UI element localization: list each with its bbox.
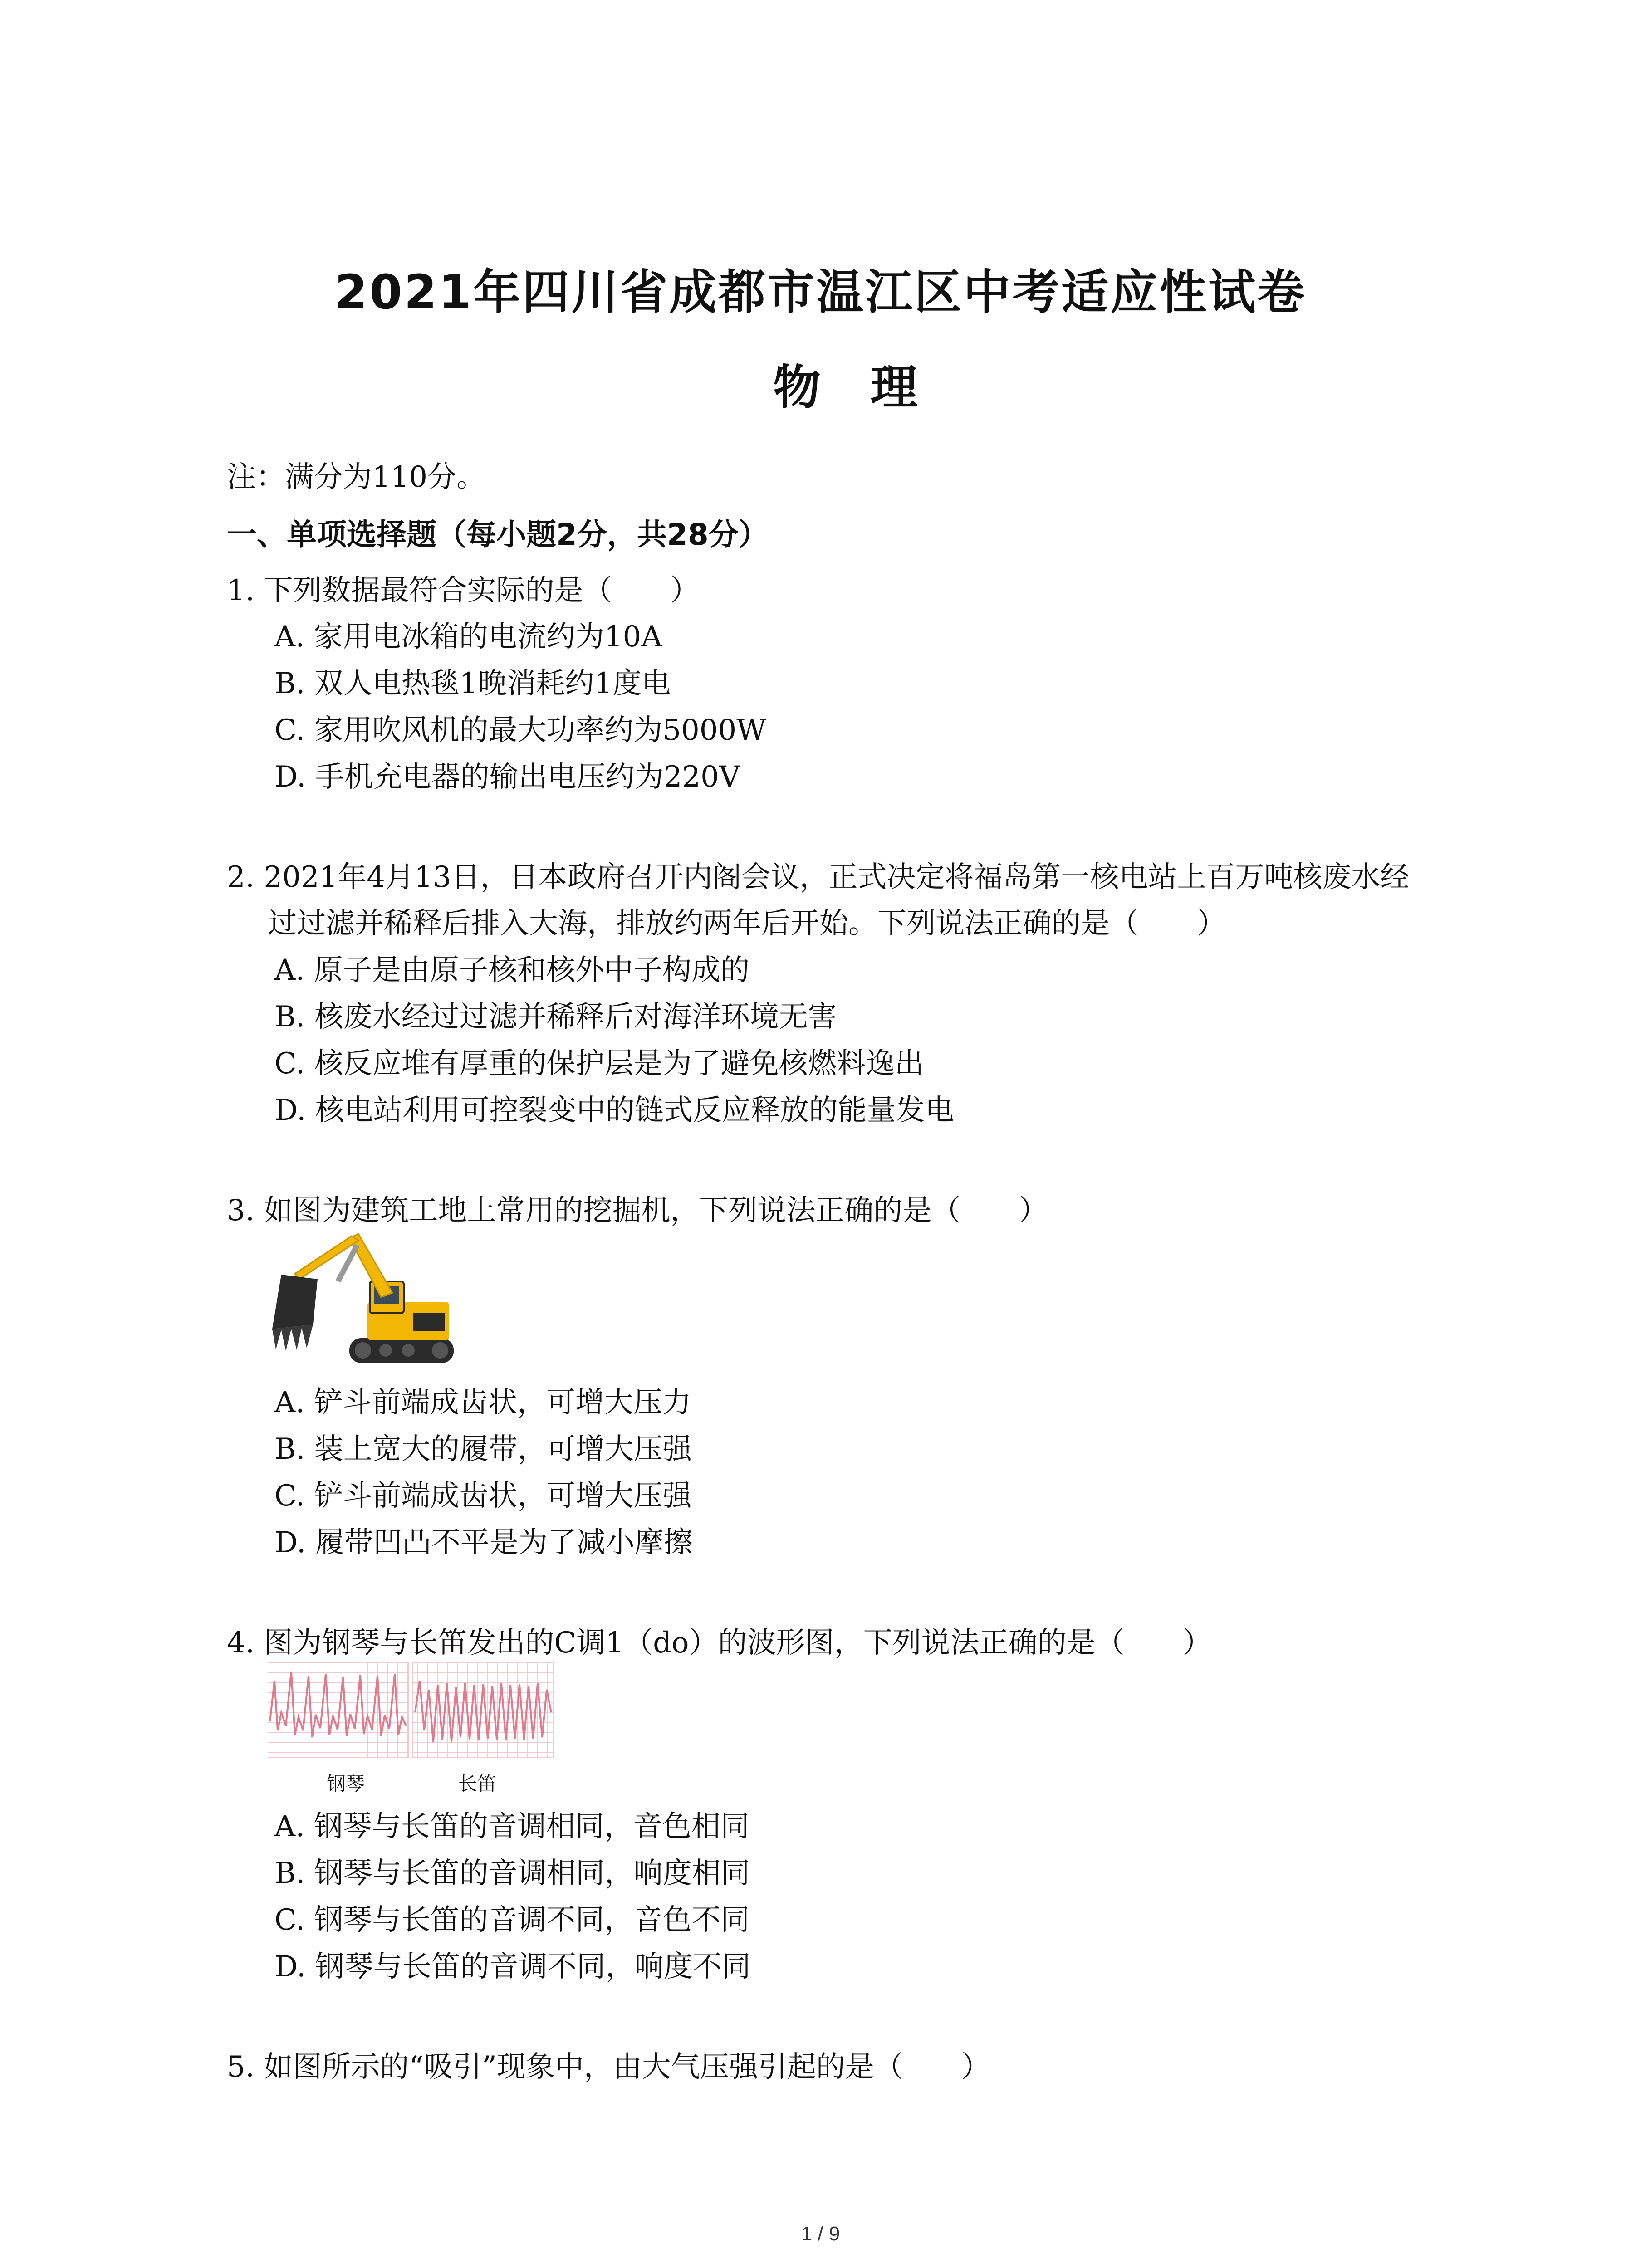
question-3-option-d: D. 履带凹凸不平是为了减小摩擦 [274,1526,693,1559]
question-1-option-d: D. 手机充电器的输出电压约为220V [274,760,740,794]
question-2-option-b: B. 核废水经过过滤并稀释后对海洋环境无害 [274,1000,837,1034]
score-note: 注：满分为110分。 [227,460,486,494]
question-3-option-a: A. 铲斗前端成齿状，可增大压力 [274,1386,691,1419]
question-3-option-b: B. 装上宽大的履带，可增大压强 [274,1432,692,1466]
excavator-image [263,1225,458,1374]
waveform-figure [268,1662,558,1762]
question-3-option-c: C. 铲斗前端成齿状，可增大压强 [274,1479,692,1513]
question-1-option-a: A. 家用电冰箱的电流约为10A [274,620,662,654]
piano-wave-grid [268,1662,408,1758]
exam-title: 2021年四川省成都市温江区中考适应性试卷 [334,264,1307,320]
question-1-option-b: B. 双人电热毯1晚消耗约1度电 [274,667,671,700]
section-heading: 一、单项选择题（每小题2分，共28分） [227,517,769,552]
question-1-option-c: C. 家用吹风机的最大功率约为5000W [274,714,767,747]
flute-label: 长笛 [458,1773,497,1795]
question-4-option-b: B. 钢琴与长笛的音调相同，响度相同 [274,1857,750,1890]
page-number: 1 / 9 [801,2223,840,2245]
question-2-stem-line2: 过过滤并稀释后排入大海，排放约两年后开始。下列说法正确的是（ ） [268,907,1226,940]
question-1-stem: 1. 下列数据最符合实际的是（ ） [227,574,700,607]
piano-label: 钢琴 [327,1773,365,1795]
question-2-stem: 2. 2021年4月13日，日本政府召开内阁会议，正式决定将福岛第一核电站上百万吨核废水经 [227,860,1410,894]
question-4-stem: 4. 图为钢琴与长笛发出的C调1（do）的波形图，下列说法正确的是（ ） [227,1626,1212,1660]
question-4-option-c: C. 钢琴与长笛的音调不同，音色不同 [274,1903,750,1937]
question-2-option-d: D. 核电站利用可控裂变中的链式反应释放的能量发电 [274,1094,954,1127]
question-4-option-d: D. 钢琴与长笛的音调不同，响度不同 [274,1950,751,1984]
flute-wave-grid [413,1662,554,1758]
question-5-stem: 5. 如图所示的“吸引”现象中，由大气压强引起的是（ ） [227,2050,990,2084]
exam-subject: 物理 [773,360,968,415]
question-4-option-a: A. 钢琴与长笛的音调相同，音色相同 [274,1810,749,1843]
question-2-option-a: A. 原子是由原子核和核外中子构成的 [274,953,749,987]
question-3-stem: 3. 如图为建筑工地上常用的挖掘机，下列说法正确的是（ ） [227,1194,1048,1227]
question-2-option-c: C. 核反应堆有厚重的保护层是为了避免核燃料逸出 [274,1047,924,1080]
